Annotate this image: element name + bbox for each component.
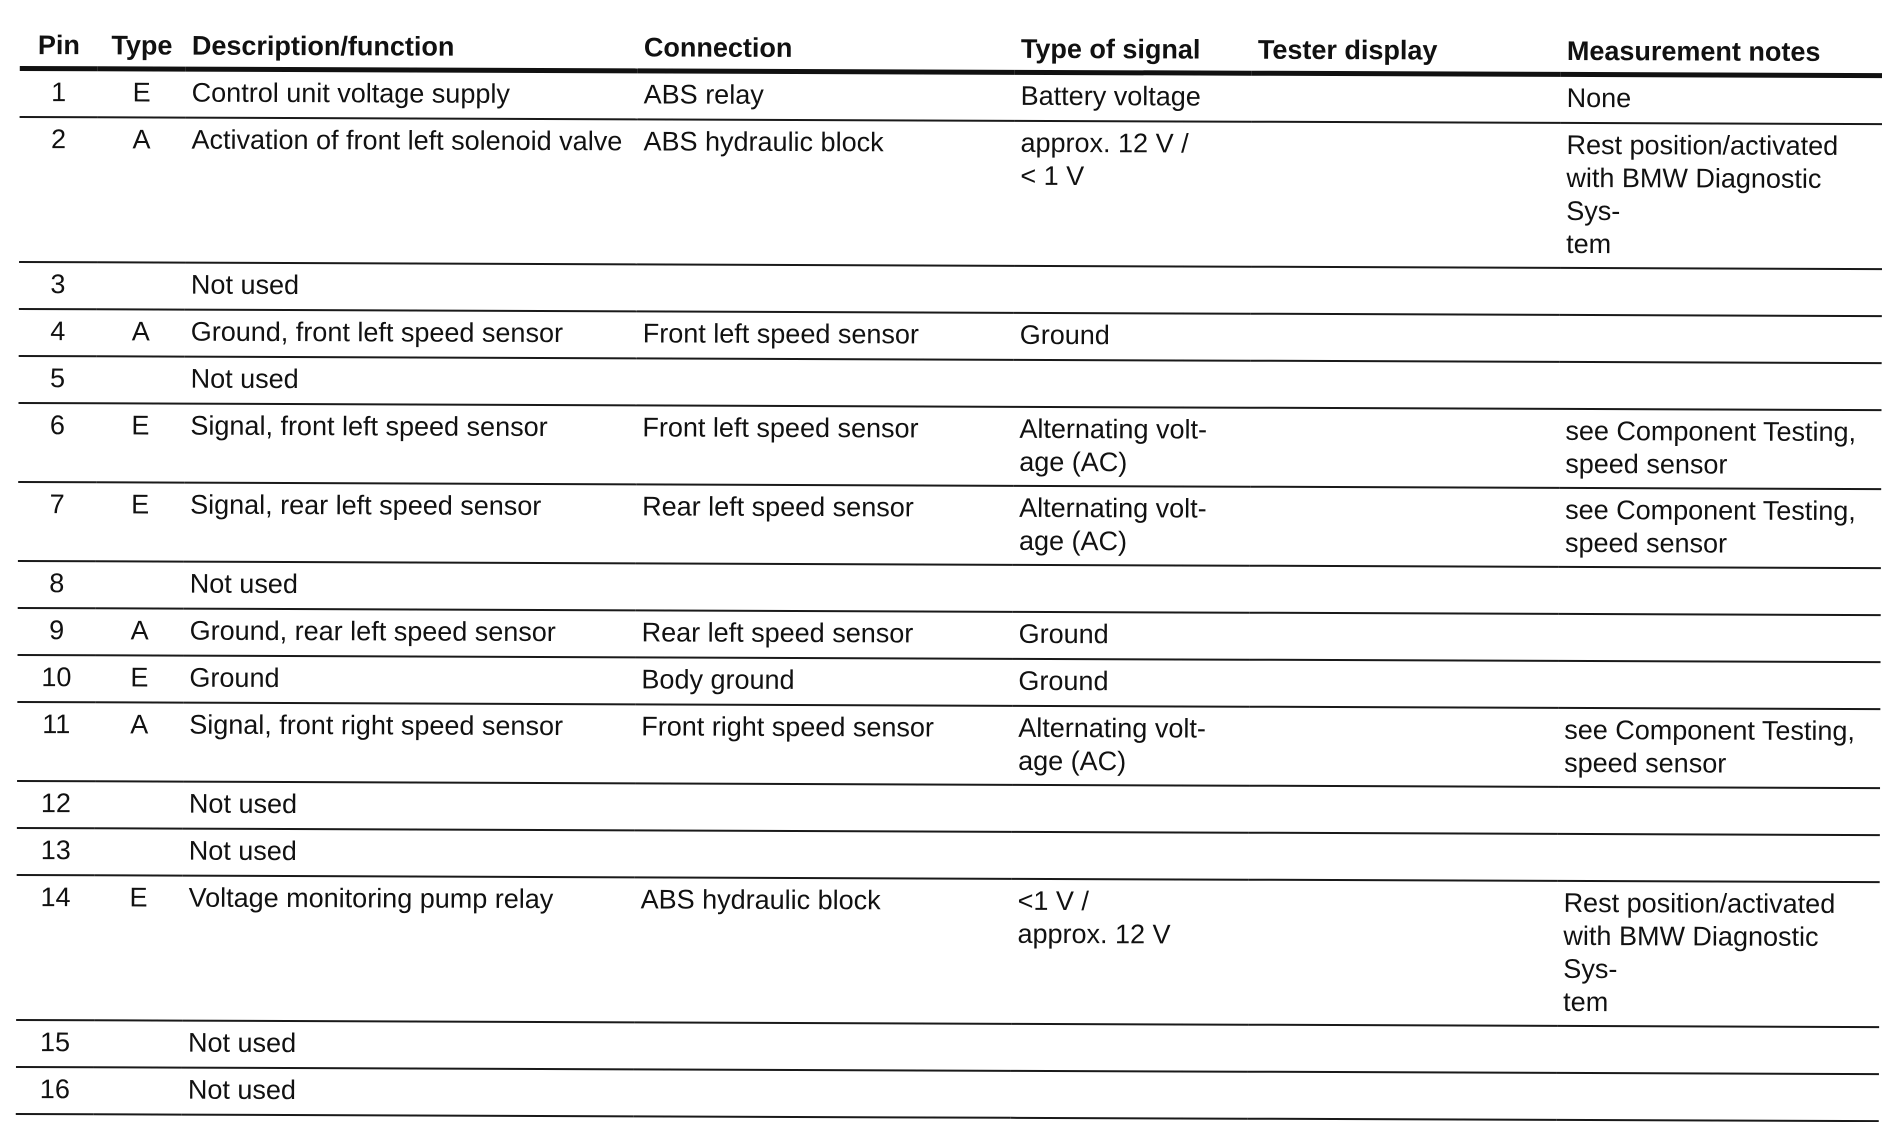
- cell-pin: 15: [16, 1020, 94, 1067]
- table-body: [16, 68, 1882, 1121]
- cell-description: Not used: [185, 263, 637, 312]
- cell-pin: 10: [17, 655, 95, 702]
- cell-signal-type: Ground: [1013, 612, 1250, 660]
- cell-measurement-notes: [1557, 1026, 1879, 1074]
- cell-tester-display: [1251, 314, 1560, 362]
- cell-description: Not used: [182, 1068, 634, 1117]
- cell-tester-display: [1248, 1025, 1557, 1073]
- cell-pin: 1: [20, 68, 98, 117]
- cell-signal-type: Ground: [1014, 313, 1251, 361]
- cell-pin: 11: [17, 702, 95, 781]
- cell-pin: 2: [19, 117, 98, 262]
- cell-type: A: [97, 309, 185, 356]
- cell-pin: 13: [17, 828, 95, 875]
- table-header: [20, 14, 1882, 76]
- header-measurement-notes: Measurement notes: [1561, 20, 1882, 76]
- cell-description: Signal, rear left speed sensor: [184, 483, 636, 564]
- cell-type: [94, 1067, 182, 1114]
- table-row: [17, 828, 1880, 882]
- cell-signal-type: [1011, 1071, 1248, 1119]
- cell-pin: 4: [19, 309, 97, 356]
- header-type: Type: [98, 14, 186, 69]
- table-row: [18, 608, 1881, 662]
- cell-tester-display: [1252, 73, 1561, 123]
- cell-type: E: [95, 655, 183, 702]
- header-row: [20, 14, 1882, 76]
- cell-measurement-notes: see Component Testing, speed sensor: [1559, 409, 1881, 489]
- cell-measurement-notes: Rest position/activated with BMW Diagnostic Sys- tem: [1560, 123, 1882, 269]
- cell-signal-type: [1012, 832, 1249, 880]
- table-row: [16, 1020, 1879, 1074]
- cell-tester-display: [1250, 408, 1559, 488]
- cell-tester-display: [1248, 1072, 1557, 1120]
- cell-connection: [637, 264, 1014, 312]
- cell-tester-display: [1250, 566, 1559, 614]
- cell-description: Not used: [183, 782, 635, 831]
- cell-connection: ABS hydraulic block: [637, 119, 1015, 265]
- cell-pin: 12: [17, 781, 95, 828]
- cell-measurement-notes: see Component Testing, speed sensor: [1559, 488, 1881, 568]
- table-row: [16, 1067, 1879, 1121]
- cell-tester-display: [1248, 880, 1558, 1026]
- cell-type: E: [96, 482, 184, 561]
- cell-measurement-notes: [1560, 268, 1882, 316]
- cell-pin: 9: [18, 608, 96, 655]
- table-row: [18, 403, 1881, 489]
- cell-type: E: [98, 69, 186, 118]
- cell-type: [97, 262, 185, 309]
- cell-connection: Body ground: [635, 657, 1012, 705]
- cell-connection: [637, 358, 1014, 406]
- cell-pin: 14: [16, 875, 95, 1020]
- cell-measurement-notes: [1558, 787, 1880, 835]
- cell-signal-type: Alternating volt- age (AC): [1012, 706, 1249, 786]
- cell-description: Not used: [185, 357, 637, 406]
- cell-tester-display: [1251, 267, 1560, 315]
- cell-description: Not used: [183, 829, 635, 878]
- cell-signal-type: Alternating volt- age (AC): [1013, 486, 1250, 566]
- cell-tester-display: [1250, 487, 1559, 567]
- cell-type: [94, 1020, 182, 1067]
- cell-type: [95, 781, 183, 828]
- cell-tester-display: [1249, 786, 1558, 834]
- cell-pin: 16: [16, 1067, 94, 1114]
- cell-tester-display: [1250, 613, 1559, 661]
- cell-connection: Front right speed sensor: [635, 704, 1012, 784]
- header-connection: Connection: [638, 16, 1015, 72]
- cell-measurement-notes: [1558, 834, 1880, 882]
- cell-tester-display: [1250, 361, 1559, 409]
- cell-pin: 8: [18, 561, 96, 608]
- cell-connection: [634, 1022, 1011, 1070]
- cell-connection: ABS relay: [638, 71, 1015, 121]
- cell-measurement-notes: see Component Testing, speed sensor: [1558, 708, 1880, 788]
- cell-type: [95, 828, 183, 875]
- table-row: [19, 309, 1882, 363]
- cell-pin: 5: [19, 356, 97, 403]
- table-row: [19, 356, 1882, 410]
- cell-connection: Rear left speed sensor: [636, 610, 1013, 658]
- cell-description: Signal, front left speed sensor: [184, 404, 636, 485]
- cell-tester-display: [1249, 707, 1558, 787]
- cell-type: A: [95, 702, 183, 781]
- cell-description: Ground, rear left speed sensor: [184, 609, 636, 658]
- cell-signal-type: [1013, 565, 1250, 613]
- cell-connection: [634, 1069, 1011, 1117]
- cell-description: Ground: [183, 656, 635, 705]
- table-row: [17, 702, 1880, 788]
- cell-connection: [636, 563, 1013, 611]
- cell-connection: [635, 830, 1012, 878]
- table-row: [17, 781, 1880, 835]
- cell-description: Voltage monitoring pump relay: [182, 876, 635, 1023]
- cell-description: Ground, front left speed sensor: [185, 310, 637, 359]
- cell-signal-type: [1012, 785, 1249, 833]
- cell-measurement-notes: Rest position/activated with BMW Diagnostic Sys- tem: [1557, 881, 1880, 1027]
- cell-description: Not used: [182, 1021, 634, 1070]
- table-row: [17, 655, 1880, 709]
- cell-pin: 3: [19, 262, 97, 309]
- cell-connection: [635, 783, 1012, 831]
- cell-measurement-notes: [1559, 614, 1881, 662]
- cell-type: E: [94, 875, 183, 1020]
- cell-measurement-notes: [1559, 567, 1881, 615]
- table-row: [18, 561, 1881, 615]
- cell-tester-display: [1249, 660, 1558, 708]
- cell-signal-type: approx. 12 V / < 1 V: [1014, 121, 1252, 267]
- cell-measurement-notes: [1558, 661, 1880, 709]
- cell-type: [96, 561, 184, 608]
- cell-type: [97, 356, 185, 403]
- cell-signal-type: Battery voltage: [1015, 72, 1252, 121]
- table-row: [20, 68, 1882, 124]
- cell-measurement-notes: None: [1561, 74, 1882, 124]
- cell-signal-type: [1014, 266, 1251, 314]
- header-pin: Pin: [20, 14, 98, 69]
- cell-connection: ABS hydraulic block: [634, 877, 1012, 1023]
- cell-pin: 6: [18, 403, 96, 482]
- cell-signal-type: [1013, 360, 1250, 408]
- table-row: [18, 482, 1881, 568]
- cell-tester-display: [1251, 122, 1561, 268]
- cell-connection: Front left speed sensor: [636, 405, 1013, 485]
- table-row: [16, 875, 1880, 1027]
- table-row: [19, 117, 1882, 269]
- cell-signal-type: [1011, 1024, 1248, 1072]
- cell-description: Control unit voltage supply: [186, 69, 638, 119]
- cell-description: Not used: [184, 562, 636, 611]
- cell-type: A: [97, 117, 186, 262]
- cell-description: Signal, front right speed sensor: [183, 703, 635, 784]
- cell-measurement-notes: [1557, 1073, 1879, 1121]
- cell-connection: Rear left speed sensor: [636, 484, 1013, 564]
- pin-assignment-sheet: [16, 14, 1862, 1122]
- header-tester-display: Tester display: [1252, 19, 1561, 75]
- cell-signal-type: Ground: [1012, 659, 1249, 707]
- cell-connection: Front left speed sensor: [637, 311, 1014, 359]
- cell-measurement-notes: [1560, 315, 1882, 363]
- cell-description: Activation of front left solenoid valve: [185, 118, 638, 265]
- header-description: Description/function: [186, 15, 638, 71]
- cell-signal-type: <1 V / approx. 12 V: [1011, 879, 1249, 1025]
- cell-type: E: [96, 403, 184, 482]
- cell-signal-type: Alternating volt- age (AC): [1013, 407, 1250, 487]
- cell-measurement-notes: [1559, 362, 1881, 410]
- cell-pin: 7: [18, 482, 96, 561]
- header-signal-type: Type of signal: [1015, 18, 1252, 73]
- table-row: [19, 262, 1882, 316]
- cell-type: A: [96, 608, 184, 655]
- pin-assignment-table: [16, 14, 1882, 1122]
- cell-tester-display: [1249, 833, 1558, 881]
